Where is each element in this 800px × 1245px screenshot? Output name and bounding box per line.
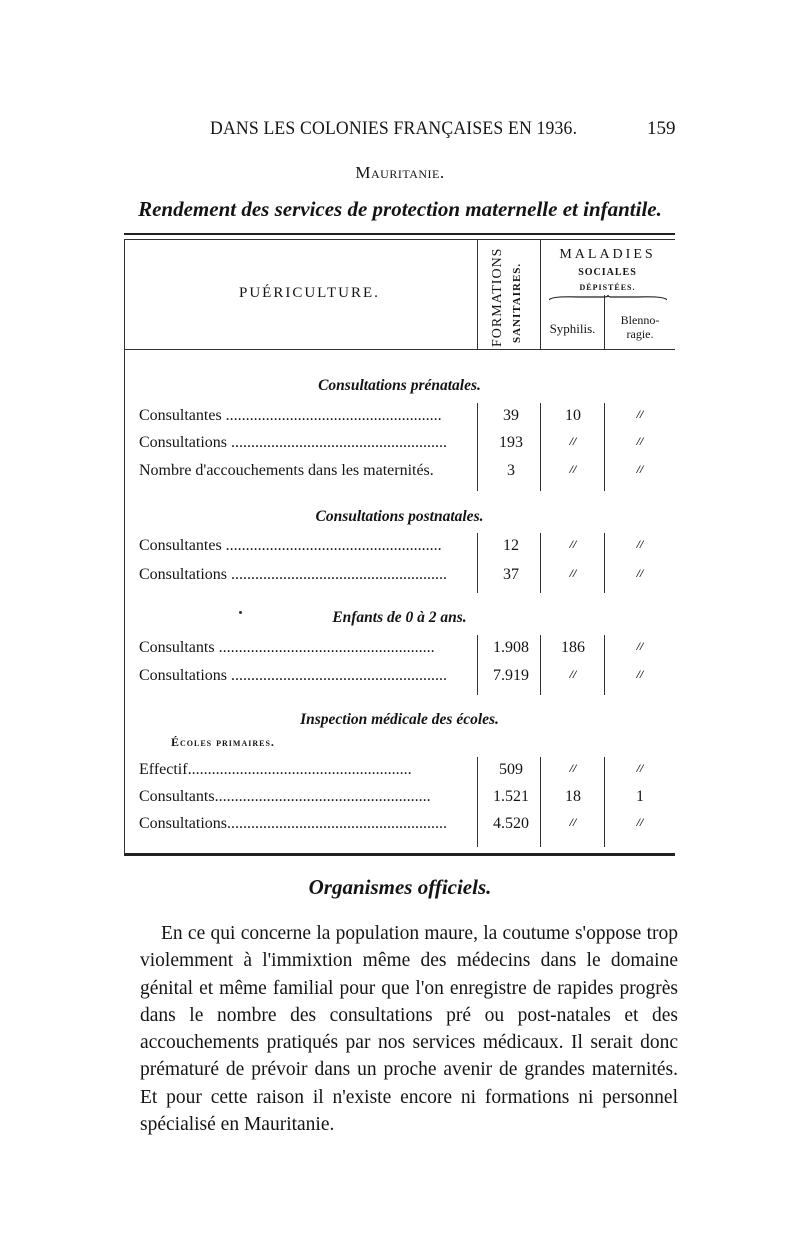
row-label: Consultations ...................................................... [139, 566, 448, 583]
section3-rule-c [604, 635, 605, 695]
organismes-title: Organismes officiels. [308, 875, 492, 899]
section1-rule-a [477, 403, 478, 491]
formations-value: 12 [503, 537, 519, 554]
section-title-postnatales: Consultations postnatales. [315, 508, 484, 525]
section4-rule-c [604, 757, 605, 847]
formations-value: 1.908 [493, 639, 529, 656]
syphilis-value: 186 [561, 639, 585, 656]
syphilis-value: 10 [565, 407, 581, 424]
table-row [124, 537, 675, 561]
section2-rule-a [477, 533, 478, 593]
section3-rule-a [477, 635, 478, 695]
table-title: Rendement des services de protection maternelle et infantile. [138, 197, 662, 221]
stub-header: PUÉRICULTURE. [239, 285, 380, 301]
row-label: Consultations ...................................................... [139, 434, 448, 451]
section4-rule-b [540, 757, 541, 847]
table-row [124, 566, 675, 590]
blennoragie-value: // [636, 815, 644, 829]
row-label: Nombre d'accouchements dans les maternités. [139, 462, 434, 479]
section2-rule-c [604, 533, 605, 593]
ecoles-primaires-label: Écoles primaires. [171, 735, 275, 749]
table-row [124, 462, 675, 486]
syphilis-value: // [569, 761, 577, 775]
section1-rule-b [540, 403, 541, 491]
blennoragie-value: // [636, 667, 644, 681]
row-label: Consultantes ...................................................... [139, 407, 442, 424]
running-header [0, 118, 800, 142]
blennoragie-header-line2: ragie. [626, 327, 654, 341]
syphilis-value: // [569, 434, 577, 448]
blennoragie-value: 1 [636, 788, 644, 805]
syphilis-value: 18 [565, 788, 581, 805]
syphilis-value: // [569, 815, 577, 829]
table-row [124, 815, 675, 839]
table-row [124, 667, 675, 691]
section-title: Mauritanie. [355, 163, 445, 182]
syphilis-value: // [569, 566, 577, 580]
blennoragie-header-line1: Blenno- [620, 313, 660, 327]
formations-header-line1: FORMATIONS [490, 247, 505, 347]
formations-value: 1.521 [493, 788, 529, 805]
syphilis-value: // [569, 667, 577, 681]
sociales-header: SOCIALES [578, 267, 637, 278]
syphilis-header: Syphilis. [549, 321, 596, 336]
table-top-rule [124, 239, 675, 240]
section3-rule-b [540, 635, 541, 695]
page-number: 159 [647, 118, 676, 139]
row-label: Consultantes ...................................................... [139, 537, 442, 554]
formations-value: 509 [499, 761, 523, 778]
blennoragie-value: // [636, 639, 644, 653]
header-brace [549, 295, 667, 301]
formations-header-line2: SANITAIRES. [511, 262, 523, 343]
formations-header [482, 243, 542, 351]
table-row [124, 761, 675, 785]
section2-rule-b [540, 533, 541, 593]
body-paragraph: En ce qui concerne la population maure, la coutume s'oppose trop violemment à l'immixtion même des médecins dans le domaine génital et même familial pour que l'on enregistre de rapides progrès dans le nombre des consultations pré ou post-natales et des accouchements pratiqués par nos services médicaux. Il serait donc prématuré de prévoir dans un proche avenir de grandes maternités. Et pour cette raison il n'existe encore ni formations ni personnel spécialisé en Mauritanie. [140, 923, 678, 1136]
syphilis-value: // [569, 462, 577, 476]
blennoragie-value: // [636, 407, 644, 421]
blennoragie-value: // [636, 434, 644, 448]
section4-rule-a [477, 757, 478, 847]
formations-value: 3 [507, 462, 515, 479]
blennoragie-value: // [636, 566, 644, 580]
blennoragie-value: // [636, 462, 644, 476]
row-label: Consultations ...................................................... [139, 667, 448, 684]
row-label: Consultants ...................................................... [139, 639, 435, 656]
table-row [124, 434, 675, 458]
formations-value: 193 [499, 434, 523, 451]
formations-value: 4.520 [493, 815, 529, 832]
table-row [124, 788, 675, 812]
section-title-prenatales: Consultations prénatales. [318, 377, 481, 394]
blennoragie-value: // [636, 761, 644, 775]
maladies-header: MALADIES [559, 247, 656, 262]
table-row [124, 407, 675, 431]
stub-column-rule [477, 239, 478, 349]
blennoragie-value: // [636, 537, 644, 551]
row-label: Consultants...................................................... [139, 788, 431, 805]
running-head: DANS LES COLONIES FRANÇAISES EN 1936. [210, 118, 578, 139]
formations-value: 39 [503, 407, 519, 424]
formations-value: 7.919 [493, 667, 529, 684]
head-bottom-rule [124, 349, 675, 350]
blennoragie-header [606, 313, 674, 341]
row-label: Effectif........................................................ [139, 761, 412, 778]
formations-value: 37 [503, 566, 519, 583]
section-title-ecoles: Inspection médicale des écoles. [300, 711, 499, 728]
table-row [124, 639, 675, 663]
syphilis-value: // [569, 537, 577, 551]
section1-rule-c [604, 403, 605, 491]
syphilis-column-rule [604, 295, 605, 349]
section-title-enfants: Enfants de 0 à 2 ans. [332, 609, 467, 626]
depistees-header: DÉPISTÉES. [579, 283, 636, 292]
maternal-infant-table [124, 233, 675, 856]
row-label: Consultations....................................................... [139, 815, 448, 832]
